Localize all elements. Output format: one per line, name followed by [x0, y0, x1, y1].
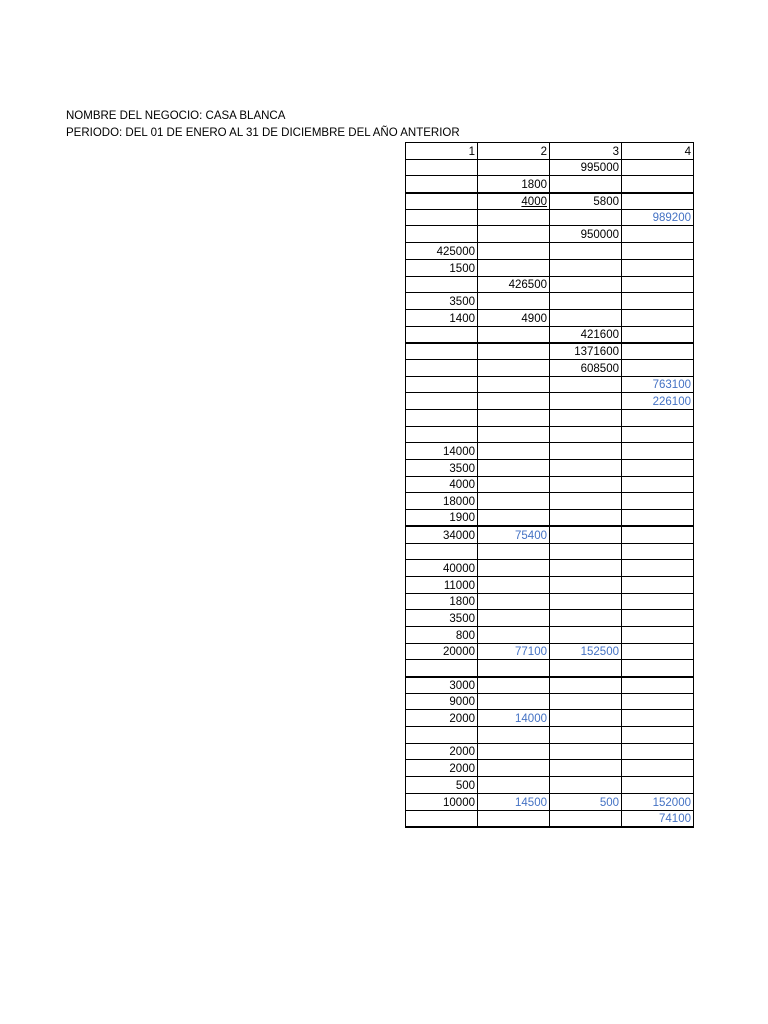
- table-row: [406, 326, 694, 343]
- table-cell[interactable]: 2000: [406, 710, 478, 727]
- table-cell[interactable]: [478, 393, 550, 410]
- worksheet-table: [405, 142, 694, 828]
- table-row: [406, 677, 694, 694]
- table-cell[interactable]: [478, 343, 550, 360]
- table-row: [406, 727, 694, 744]
- table-cell[interactable]: [478, 743, 550, 760]
- table-cell[interactable]: [478, 259, 550, 276]
- table-cell[interactable]: [550, 176, 622, 193]
- table-cell[interactable]: 2000: [406, 743, 478, 760]
- table-row: [406, 493, 694, 510]
- table-cell[interactable]: [622, 610, 694, 627]
- table-cell[interactable]: [622, 560, 694, 577]
- table-cell[interactable]: 426500: [478, 276, 550, 293]
- table-cell[interactable]: [478, 209, 550, 226]
- table-cell[interactable]: [550, 576, 622, 593]
- table-row: [406, 710, 694, 727]
- table-cell[interactable]: [478, 810, 550, 827]
- table-row: [406, 276, 694, 293]
- table-cell[interactable]: 3000: [406, 677, 478, 694]
- table-cell[interactable]: 950000: [550, 226, 622, 243]
- table-cell[interactable]: [478, 693, 550, 710]
- table-cell[interactable]: [550, 393, 622, 410]
- table-cell[interactable]: [478, 560, 550, 577]
- table-row: [406, 226, 694, 243]
- table-cell[interactable]: 14500: [478, 793, 550, 810]
- table-cell[interactable]: [406, 376, 478, 393]
- table-cell[interactable]: [406, 193, 478, 210]
- table-cell[interactable]: [478, 543, 550, 560]
- table-cell[interactable]: 608500: [550, 359, 622, 376]
- table-cell[interactable]: [622, 677, 694, 694]
- table-cell[interactable]: 40000: [406, 560, 478, 577]
- table-cell[interactable]: 995000: [550, 159, 622, 176]
- table-cell[interactable]: [406, 176, 478, 193]
- table-cell[interactable]: [550, 510, 622, 527]
- table-cell[interactable]: [406, 159, 478, 176]
- table-row: [406, 193, 694, 210]
- table-cell[interactable]: [478, 593, 550, 610]
- table-cell[interactable]: 75400: [478, 526, 550, 543]
- table-cell[interactable]: [406, 660, 478, 677]
- table-cell[interactable]: [622, 309, 694, 326]
- table-cell[interactable]: [622, 510, 694, 527]
- table-row: [406, 560, 694, 577]
- table-row: [406, 526, 694, 543]
- table-cell[interactable]: [406, 209, 478, 226]
- table-cell[interactable]: [550, 777, 622, 794]
- column-header: 2: [478, 143, 550, 160]
- table-cell[interactable]: 34000: [406, 526, 478, 543]
- table-cell[interactable]: [550, 476, 622, 493]
- table-cell[interactable]: [622, 276, 694, 293]
- table-cell[interactable]: 77100: [478, 643, 550, 660]
- table-cell[interactable]: [478, 610, 550, 627]
- table-row: [406, 743, 694, 760]
- table-cell[interactable]: 4000: [406, 476, 478, 493]
- table-row: [406, 343, 694, 360]
- table-cell[interactable]: [622, 576, 694, 593]
- table-cell[interactable]: [478, 660, 550, 677]
- table-row: [406, 760, 694, 777]
- table-cell[interactable]: 18000: [406, 493, 478, 510]
- table-cell[interactable]: 1400: [406, 309, 478, 326]
- table-cell[interactable]: 4000: [478, 193, 550, 210]
- table-cell[interactable]: [478, 293, 550, 310]
- table-cell[interactable]: 1900: [406, 510, 478, 527]
- table-row: [406, 660, 694, 677]
- table-cell[interactable]: 1800: [478, 176, 550, 193]
- table-cell[interactable]: [622, 660, 694, 677]
- table-cell[interactable]: [406, 226, 478, 243]
- table-cell[interactable]: [406, 343, 478, 360]
- table-cell[interactable]: 3500: [406, 610, 478, 627]
- table-cell[interactable]: [622, 293, 694, 310]
- table-cell[interactable]: [550, 493, 622, 510]
- table-row: [406, 510, 694, 527]
- table-row: [406, 426, 694, 443]
- table-cell[interactable]: [478, 777, 550, 794]
- table-row: [406, 693, 694, 710]
- table-cell[interactable]: [550, 410, 622, 427]
- table-row: [406, 259, 694, 276]
- table-cell[interactable]: [622, 460, 694, 477]
- table-row: [406, 626, 694, 643]
- table-cell[interactable]: 226100: [622, 393, 694, 410]
- table-cell[interactable]: 9000: [406, 693, 478, 710]
- table-cell[interactable]: [550, 209, 622, 226]
- table-cell[interactable]: [622, 443, 694, 460]
- table-cell[interactable]: 14000: [478, 710, 550, 727]
- table-cell[interactable]: [550, 743, 622, 760]
- period-line: PERIODO: DEL 01 DE ENERO AL 31 DE DICIEMBRE DEL AÑO ANTERIOR: [66, 127, 460, 139]
- table-cell[interactable]: [550, 626, 622, 643]
- table-cell[interactable]: [622, 259, 694, 276]
- table-row: [406, 293, 694, 310]
- table-cell[interactable]: [622, 193, 694, 210]
- table-cell[interactable]: 10000: [406, 793, 478, 810]
- table-cell[interactable]: [622, 543, 694, 560]
- table-cell[interactable]: [478, 326, 550, 343]
- table-row: [406, 476, 694, 493]
- table-cell[interactable]: [622, 343, 694, 360]
- table-cell[interactable]: [550, 810, 622, 827]
- table-cell[interactable]: [550, 727, 622, 744]
- table-cell[interactable]: 2000: [406, 760, 478, 777]
- table-row: [406, 777, 694, 794]
- table-cell[interactable]: [622, 493, 694, 510]
- table-row: [406, 309, 694, 326]
- table-row: [406, 376, 694, 393]
- table-cell[interactable]: [622, 243, 694, 260]
- table-cell[interactable]: 425000: [406, 243, 478, 260]
- table-cell[interactable]: [622, 593, 694, 610]
- table-cell[interactable]: [478, 760, 550, 777]
- table-cell[interactable]: 4900: [478, 309, 550, 326]
- table-row: [406, 443, 694, 460]
- table-cell[interactable]: [550, 710, 622, 727]
- table-cell[interactable]: [550, 276, 622, 293]
- table-cell[interactable]: [622, 426, 694, 443]
- table-cell[interactable]: [622, 226, 694, 243]
- table-cell[interactable]: [550, 560, 622, 577]
- table-cell[interactable]: 20000: [406, 643, 478, 660]
- table-cell[interactable]: [622, 359, 694, 376]
- table-cell[interactable]: 1500: [406, 259, 478, 276]
- table-cell[interactable]: [406, 393, 478, 410]
- table-cell[interactable]: [622, 727, 694, 744]
- table-cell[interactable]: [550, 593, 622, 610]
- table-cell[interactable]: 763100: [622, 376, 694, 393]
- table-cell[interactable]: [550, 426, 622, 443]
- table-cell[interactable]: [478, 476, 550, 493]
- table-cell[interactable]: 421600: [550, 326, 622, 343]
- table-cell[interactable]: [550, 693, 622, 710]
- table-cell[interactable]: [622, 710, 694, 727]
- table-cell[interactable]: [406, 543, 478, 560]
- table-cell[interactable]: 152000: [622, 793, 694, 810]
- table-cell[interactable]: [478, 727, 550, 744]
- table-cell[interactable]: [478, 576, 550, 593]
- table-cell[interactable]: [478, 460, 550, 477]
- table-row: [406, 209, 694, 226]
- table-cell[interactable]: [478, 493, 550, 510]
- worksheet-body: [406, 143, 694, 827]
- table-row: [406, 593, 694, 610]
- table-cell[interactable]: [478, 359, 550, 376]
- table-cell[interactable]: [406, 727, 478, 744]
- table-cell[interactable]: [550, 293, 622, 310]
- table-row: [406, 460, 694, 477]
- table-cell[interactable]: [478, 426, 550, 443]
- table-cell[interactable]: 152500: [550, 643, 622, 660]
- table-cell[interactable]: [406, 410, 478, 427]
- table-row: [406, 243, 694, 260]
- table-cell[interactable]: 11000: [406, 576, 478, 593]
- table-row: [406, 643, 694, 660]
- table-cell[interactable]: [478, 510, 550, 527]
- table-cell[interactable]: 800: [406, 626, 478, 643]
- table-cell[interactable]: 5800: [550, 193, 622, 210]
- table-cell[interactable]: [622, 410, 694, 427]
- table-row: [406, 543, 694, 560]
- table-cell[interactable]: [550, 376, 622, 393]
- table-row: [406, 793, 694, 810]
- business-name: NOMBRE DEL NEGOCIO: CASA BLANCA: [66, 110, 286, 122]
- table-row: [406, 359, 694, 376]
- column-header: 3: [550, 143, 622, 160]
- table-cell[interactable]: [478, 243, 550, 260]
- table-cell[interactable]: [478, 443, 550, 460]
- table-cell[interactable]: [622, 526, 694, 543]
- column-header: 1: [406, 143, 478, 160]
- table-row: [406, 610, 694, 627]
- table-cell[interactable]: 1371600: [550, 343, 622, 360]
- table-cell[interactable]: [550, 309, 622, 326]
- table-cell[interactable]: [622, 760, 694, 777]
- table-row: [406, 176, 694, 193]
- table-cell[interactable]: [622, 643, 694, 660]
- table-cell[interactable]: 1800: [406, 593, 478, 610]
- table-cell[interactable]: [622, 326, 694, 343]
- table-cell[interactable]: [478, 226, 550, 243]
- table-cell[interactable]: [406, 426, 478, 443]
- table-cell[interactable]: [478, 626, 550, 643]
- table-row: [406, 810, 694, 827]
- table-row: [406, 410, 694, 427]
- table-cell[interactable]: [406, 359, 478, 376]
- table-cell[interactable]: [550, 526, 622, 543]
- table-row: [406, 576, 694, 593]
- table-cell[interactable]: [622, 159, 694, 176]
- table-row: [406, 159, 694, 176]
- table-cell[interactable]: [550, 243, 622, 260]
- table-cell[interactable]: [406, 276, 478, 293]
- table-cell[interactable]: [622, 743, 694, 760]
- table-cell[interactable]: 500: [406, 777, 478, 794]
- table-cell[interactable]: [622, 626, 694, 643]
- table-cell[interactable]: [406, 326, 478, 343]
- table-cell[interactable]: 14000: [406, 443, 478, 460]
- table-cell[interactable]: 3500: [406, 293, 478, 310]
- table-cell[interactable]: [550, 677, 622, 694]
- table-cell[interactable]: [550, 259, 622, 276]
- table-cell[interactable]: [550, 543, 622, 560]
- table-cell[interactable]: [550, 760, 622, 777]
- column-header-row: [406, 143, 694, 160]
- table-cell[interactable]: 3500: [406, 460, 478, 477]
- table-cell[interactable]: [550, 460, 622, 477]
- table-row: [406, 393, 694, 410]
- table-cell[interactable]: 74100: [622, 810, 694, 827]
- table-cell[interactable]: [478, 677, 550, 694]
- table-cell[interactable]: [622, 476, 694, 493]
- table-cell[interactable]: 989200: [622, 209, 694, 226]
- table-cell[interactable]: [478, 376, 550, 393]
- table-cell[interactable]: [550, 443, 622, 460]
- column-header: 4: [622, 143, 694, 160]
- table-cell[interactable]: [478, 159, 550, 176]
- table-cell[interactable]: [550, 660, 622, 677]
- table-cell[interactable]: [478, 410, 550, 427]
- table-cell[interactable]: [406, 810, 478, 827]
- table-cell[interactable]: [550, 610, 622, 627]
- table-cell[interactable]: [622, 777, 694, 794]
- table-cell[interactable]: [622, 693, 694, 710]
- table-cell[interactable]: [622, 176, 694, 193]
- table-cell[interactable]: 500: [550, 793, 622, 810]
